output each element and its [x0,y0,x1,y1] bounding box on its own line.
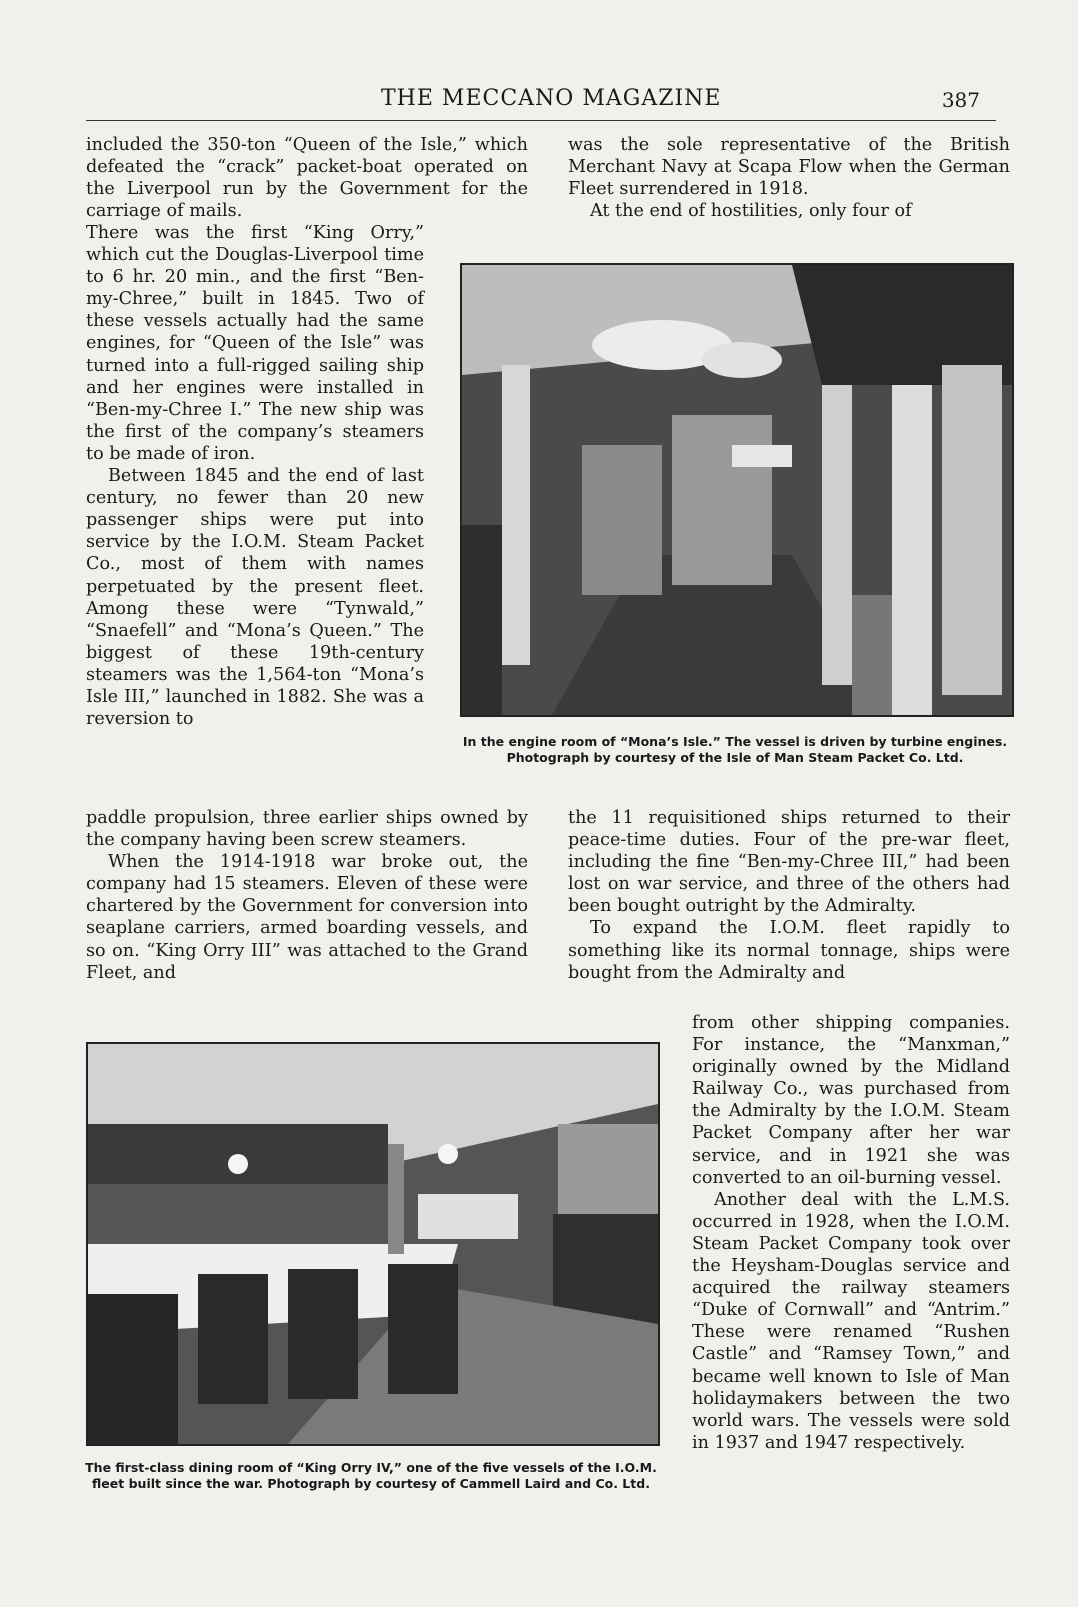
dining-room-illustration [88,1044,658,1444]
paragraph: from other shipping companies. For instance, the “Manxman,” originally owned by the Midland Railway Co., was purchased from the Admiralty by the I.O.M. Steam Packet Company after her war service, and in 1921 she was converted to an oil-burning vessel. [692,1013,1010,1188]
dining-room-caption: The first-class dining room of “King Orry IV,” one of the five vessels of the I.O.M. fleet built since the war. Photograph by courtesy of Cammell Laird and Co. Ltd. [85,1460,657,1491]
paragraph: Between 1845 and the end of last century, no fewer than 20 new passenger ships were put into service by the I.O.M. Steam Packet Co., most of them with names perpetuated by the present fleet. Among these were “Tynwald,” “Snaefell” and “Mona’s Queen.” The biggest of these 19th-century steamers was the 1,564-ton “Mona’s Isle III,” launched in 1882. She was a reversion to [86,466,424,730]
left-column-narrow [86,222,424,730]
engine-room-caption: In the engine room of “Mona’s Isle.” The vessel is driven by turbine engines. Photograph by courtesy of the Isle of Man Steam Packet Co. Ltd. [462,734,1008,765]
page-number: 387 [941,88,980,112]
engine-room-illustration [462,265,1012,715]
engine-room-photo [460,263,1014,717]
paragraph: At the end of hostilities, only four of [590,201,912,222]
right-column-narrow [692,1012,1010,1454]
paragraph: When the 1914-1918 war broke out, the company had 15 steamers. Eleven of these were chartered by the Government for conversion into seaplane carriers, armed boarding vessels, and so on. “King Orry III” was attached to the Grand Fleet, and [86,852,528,983]
paragraph: To expand the I.O.M. fleet rapidly to something like its normal tonnage, ships were bought from the Admiralty and [568,918,1010,983]
right-column-top [568,134,1010,222]
left-column-bottom [86,807,528,984]
right-column-middle [568,807,1010,984]
paragraph: was the sole representative of the British Merchant Navy at Scapa Flow when the German Fleet surrendered in 1918. [568,135,1010,200]
magazine-title: THE MECCANO MAGAZINE [381,86,722,111]
paragraph: included the 350-ton “Queen of the Isle,” which defeated the “crack” packet-boat operated on the Liverpool run by the Government for the carriage of mails. [86,135,528,222]
left-column-top [86,134,528,222]
dining-room-photo [86,1042,660,1446]
paragraph: the 11 requisitioned ships returned to their peace-time duties. Four of the pre-war fleet, including the fine “Ben-my-Chree III,” had been lost on war service, and three of the others had been bought outright by the Admiralty. [568,808,1010,917]
page-header [86,86,996,121]
paragraph: There was the first “King Orry,” which cut the Douglas-Liverpool time to 6 hr. 20 min., and the first “Ben-my-Chree,” built in 1845. Two of these vessels actually had the same engines, for “Queen of the Isle” was turned into a full-rigged sailing ship and her engines were installed in “Ben-my-Chree I.” The new ship was the first of the company’s steamers to be made of iron. [86,223,424,464]
paragraph: paddle propulsion, three earlier ships owned by the company having been screw steamers. [86,808,528,851]
paragraph: Another deal with the L.M.S. occurred in 1928, when the I.O.M. Steam Packet Company took over the Heysham-Douglas service and acquired the railway steamers “Duke of Cornwall” and “Antrim.” These were renamed “Rushen Castle” and “Ramsey Town,” and became well known to Isle of Man holidaymakers between the two world wars. The vessels were sold in 1937 and 1947 respectively. [692,1189,1010,1453]
